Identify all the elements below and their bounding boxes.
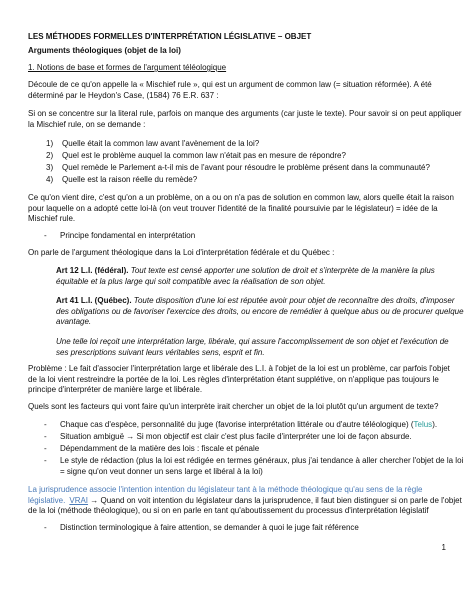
text-line: Mischief rule.	[28, 214, 76, 223]
bullet-dash: -	[44, 231, 47, 240]
bullet-dash: -	[44, 523, 47, 532]
paragraph-literal-rule	[28, 109, 462, 130]
text-line: de la loi vient restreindre la portée de la loi. Les règles d'interprétation étant supplétive, on n'applique pas toujours le	[28, 374, 439, 384]
list-item: Situation ambiguë → Si mon objectif est clair c'est plus facile d'interpréter une loi de façon absurde.	[60, 432, 412, 441]
text-line: La jurisprudence associe l'intention intention du législateur tant à la méthode théologique qu'au sens de la règle	[28, 485, 423, 494]
quote-text: des obligations ou de favoriser l'exercice des droits, ou encore de remédier à quelque abus ou de procurer quelque	[56, 306, 464, 316]
quote-text: avantage.	[56, 317, 92, 326]
list-item: Quel remède le Parlement a-t-il mis de l'avant pour résoudre le problème présent dans la communauté?	[62, 163, 430, 172]
list-item: Le style de rédaction (plus la loi est rédigée en termes généraux, plus j'ai tendance à aller chercher l'objet de la loi	[60, 456, 464, 465]
bullet-dash: -	[44, 420, 47, 429]
document-title: LES MÉTHODES FORMELLES D'INTERPRÉTATION LÉGISLATIVE – OBJET	[28, 32, 312, 41]
text-line: la Mischief rule, on se demande :	[28, 119, 146, 129]
text-line: Si on se concentre sur la literal rule, parfois on manque des arguments (car juste le texte). Pour savoir si on peut appliquer	[28, 109, 462, 118]
text-line: pour laquelle on a adopté cette loi-là (on veut trouver l'identité de la finalité poursuivie par le législateur) = idée de la	[28, 203, 438, 213]
list-number: 2)	[46, 151, 54, 160]
text-line: Découle de ce qu'on appelle la « Mischief rule », qui est un argument de common law (= situation réformée). A été	[28, 80, 432, 89]
text-span: → Quand on voit intention du législateur dans la jurisprudence, il faut bien distinguer si on parle de l'objet	[88, 495, 462, 505]
text-line: Une telle loi reçoit une interprétation large, libérale, qui assure l'accomplissement de son objet et l'exécution de	[56, 337, 449, 346]
paragraph-question: Quels sont les facteurs qui vont faire qu'un interprète irait chercher un objet de la loi plutôt qu'un argument de texte?	[28, 402, 439, 411]
list-item: Quelle était la common law avant l'avènement de la loi?	[62, 139, 260, 148]
bullet-item: Principe fondamental en interprétation	[60, 231, 196, 240]
list-number: 1)	[46, 139, 54, 148]
list-item: Quelle est la raison réelle du remède?	[62, 175, 198, 184]
text-line: ses prescriptions suivant leurs véritables sens, esprit et fin.	[56, 347, 265, 357]
quote-text: équitable et la plus large qui soit compatible avec la réalisation de son objet.	[56, 276, 326, 286]
paragraph-problem	[28, 193, 454, 225]
vrai-label: VRAI	[69, 495, 89, 505]
bullet-item: Distinction terminologique à faire attention, se demander à quoi le juge fait référence	[60, 523, 359, 532]
paragraph-jurisprudence	[28, 485, 462, 517]
list-number: 4)	[46, 175, 54, 184]
paragraph-probleme	[28, 364, 450, 396]
list-item: Dépendamment de la matière des lois : fiscale et pénale	[60, 444, 260, 453]
article-41-second-para	[56, 337, 449, 358]
list-item: Quel est le problème auquel la common law n'était pas en mesure de répondre?	[62, 151, 346, 160]
section-heading: 1. Notions de base et formes de l'argument téléologique	[28, 63, 227, 72]
list-item: Chaque cas d'espèce, personnalité du juge (favorise interprétation littérale ou d'autre téléologique) (Telus).	[60, 420, 438, 429]
highlight-link: Telus	[413, 420, 433, 429]
text-line: de la loi (méthode théologique), ou si on en parle en tant qu'aboutissement du processus d'interprétation législatif	[28, 506, 429, 515]
list-item-continuation: = signe qu'on veut donner un sens large et libéral à la loi)	[60, 467, 263, 476]
list-number: 3)	[46, 163, 54, 172]
bullet-dash: -	[44, 432, 47, 441]
text-line: Ce qu'on vient dire, c'est qu'on a un problème, on a ou on n'a pas de solution en common law, alors quelle était la raison	[28, 193, 454, 202]
bullet-dash: -	[44, 444, 47, 453]
text-line: Problème : Le fait d'associer l'interprétation large et libérale des L.I. à l'objet de la loi est un problème, car parfois l'objet	[28, 364, 450, 373]
paragraph-mischief-rule	[28, 80, 432, 101]
page-number: 1	[441, 543, 446, 552]
article-41-quote	[56, 296, 464, 328]
text-line: déterminé par le Heydon's Case, (1584) 76 E.R. 637 :	[28, 90, 219, 100]
paragraph-intro-articles: On parle de l'argument théologique dans la Loi d'interprétation fédérale et du Québec :	[28, 248, 335, 257]
quote-text: Tout texte est censé apporter une solution de droit et s'interprète de la manière la plus	[128, 266, 435, 275]
text-span: législative.	[28, 495, 66, 505]
article-label: Art 41 L.I. (Québec).	[56, 296, 132, 305]
article-label: Art 12 L.I. (fédéral).	[56, 266, 129, 275]
article-12-quote	[56, 266, 435, 287]
quote-text: Toute disposition d'une loi est réputée avoir pour objet de reconnaître des droits, d'imposer	[131, 296, 455, 305]
document-subtitle: Arguments théologiques (objet de la loi)	[28, 46, 181, 55]
bullet-dash: -	[44, 456, 47, 465]
text-line: principe d'interpréter de manière large et libérale.	[28, 385, 203, 394]
